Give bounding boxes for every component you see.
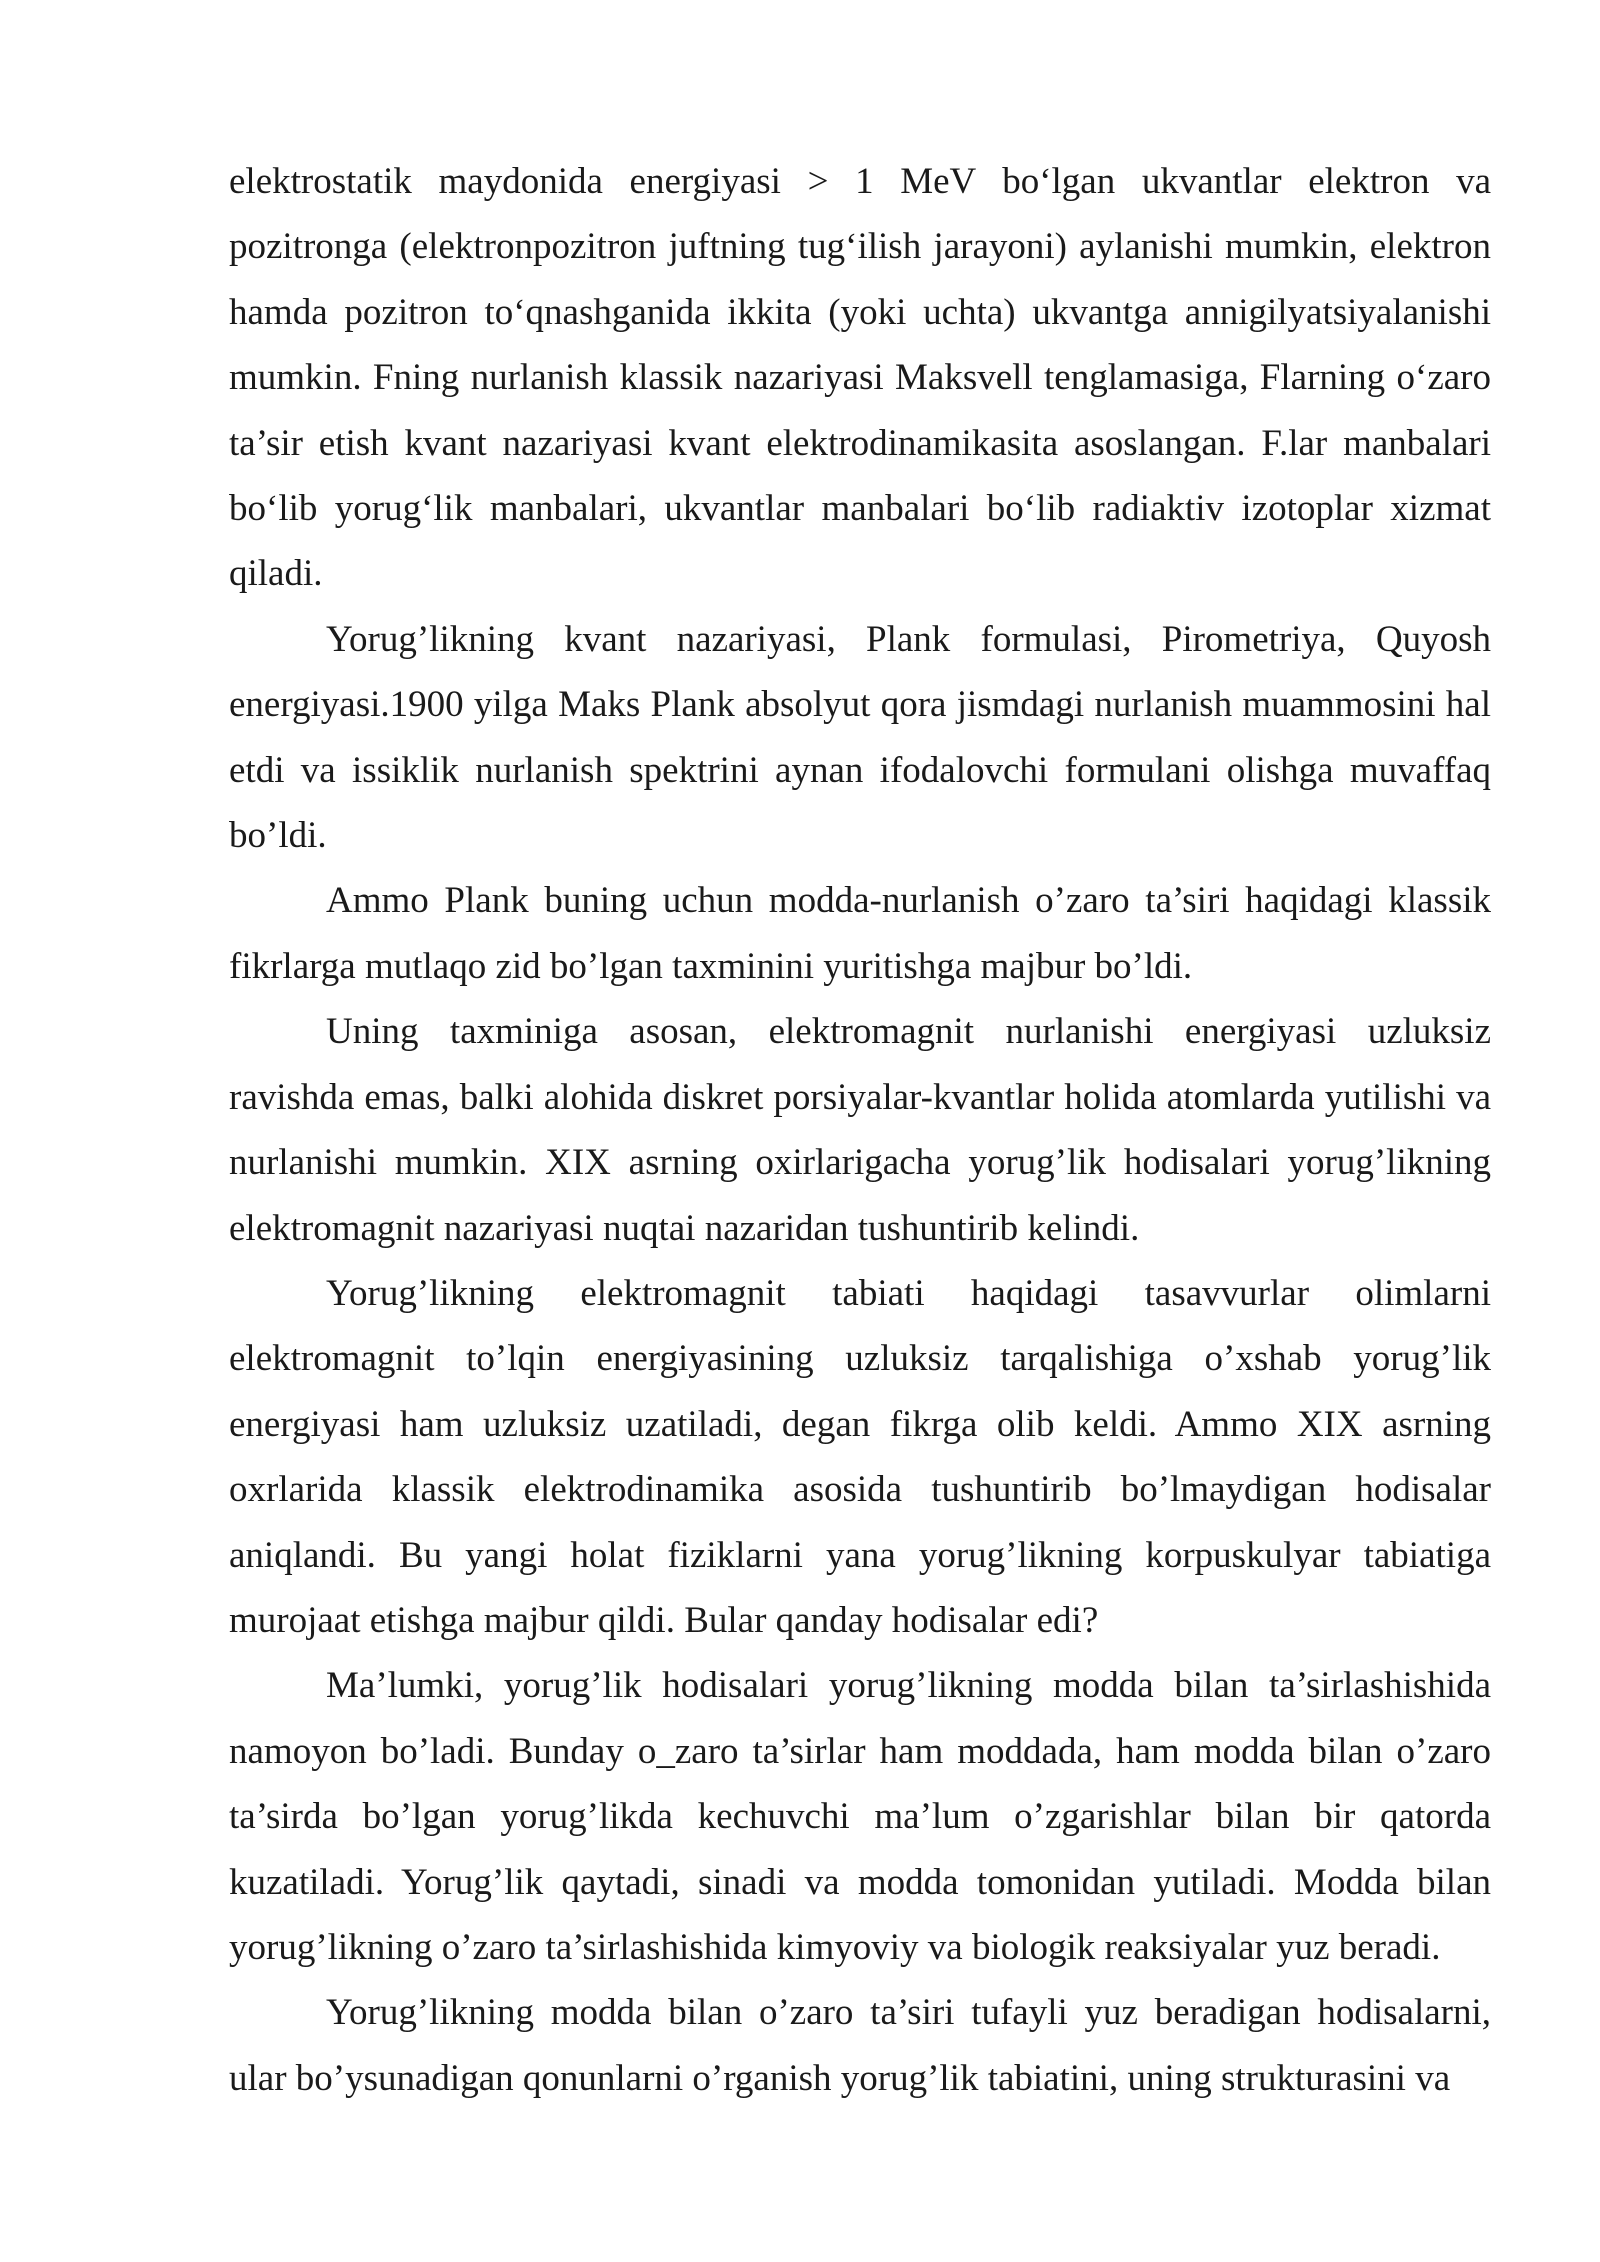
paragraph-7: Yorug’likning modda bilan o’zaro ta’siri tufayli yuz beradigan hodisalarni, ular bo’ysunadigan qonunlarni o’rganish yorug’lik tabiatini, uning strukturasini va xyxy=(229,1992,1491,2099)
paragraph-1: elektrostatik maydonida energiyasi > 1 MeV bo‘lgan ukvantlar elektron va pozitronga (elektronpozitron juftning tug‘ilish jarayoni) aylanishi mumkin, elektron hamda pozitron to‘qnashganida ikkita (yoki uchta) ukvantga annigilyatsiyalanishi mumkin. Fning nurlanish klassik nazariyasi Maksvell tenglamasiga, Flarning o‘zaro ta’sir etish kvant nazariyasi kvant elektrodinamikasita asoslangan. F.lar manbalari bo‘lib yorug‘lik manbalari, ukvantlar manbalari bo‘lib radiaktiv izotoplar xizmat qiladi. xyxy=(229,161,1491,595)
paragraph-2: Yorug’likning kvant nazariyasi, Plank formulasi, Pirometriya, Quyosh energiyasi.1900 yilga Maks Plank absolyut qora jismdagi nurlanish muammosini hal etdi va issiklik nurlanish spektrini aynan ifodalovchi formulani olishga muvaffaq bo’ldi. xyxy=(229,618,1491,857)
paragraph-6: Ma’lumki, yorug’lik hodisalari yorug’likning modda bilan ta’sirlashishida namoyon bo’ladi. Bunday o_zaro ta’sirlar ham moddada, ham modda bilan o’zaro ta’sirda bo’lgan yorug’likda kechuvchi ma’lum o’zgarishlar bilan bir qatorda kuzatiladi. Yorug’lik qaytadi, sinadi va modda tomonidan yutiladi. Modda bilan yorug’likning o’zaro ta’sirlashishida kimyoviy va biologik reaksiyalar yuz beradi. xyxy=(229,1665,1491,1968)
paragraph-4: Uning taxminiga asosan, elektromagnit nurlanishi energiyasi uzluksiz ravishda emas, balki alohida diskret porsiyalar-kvantlar holida atomlarda yutilishi va nurlanishi mumkin. XIX asrning oxirlarigacha yorug’lik hodisalari yorug’likning elektromagnit nazariyasi nuqtai nazaridan tushuntirib kelindi. xyxy=(229,1011,1491,1249)
paragraph-5: Yorug’likning elektromagnit tabiati haqidagi tasavvurlar olimlarni elektromagnit to’lqin energiyasining uzluksiz tarqalishiga o’xshab yorug’lik energiyasi ham uzluksiz uzatiladi, degan fikrga olib keldi. Ammo XIX asrning oxrlarida klassik elektrodinamika asosida tushuntirib bo’lmaydigan hodisalar aniqlandi. Bu yangi holat fiziklarni yana yorug’likning korpuskulyar tabiatiga murojaat etishga majbur qildi. Bular qanday hodisalar edi? xyxy=(229,1272,1491,1641)
paragraph-3: Ammo Plank buning uchun modda-nurlanish o’zaro ta’siri haqidagi klassik fikrlarga mutlaqo zid bo’lgan taxminini yuritishga majbur bo’ldi. xyxy=(229,880,1491,987)
document-body xyxy=(229,149,1491,2111)
